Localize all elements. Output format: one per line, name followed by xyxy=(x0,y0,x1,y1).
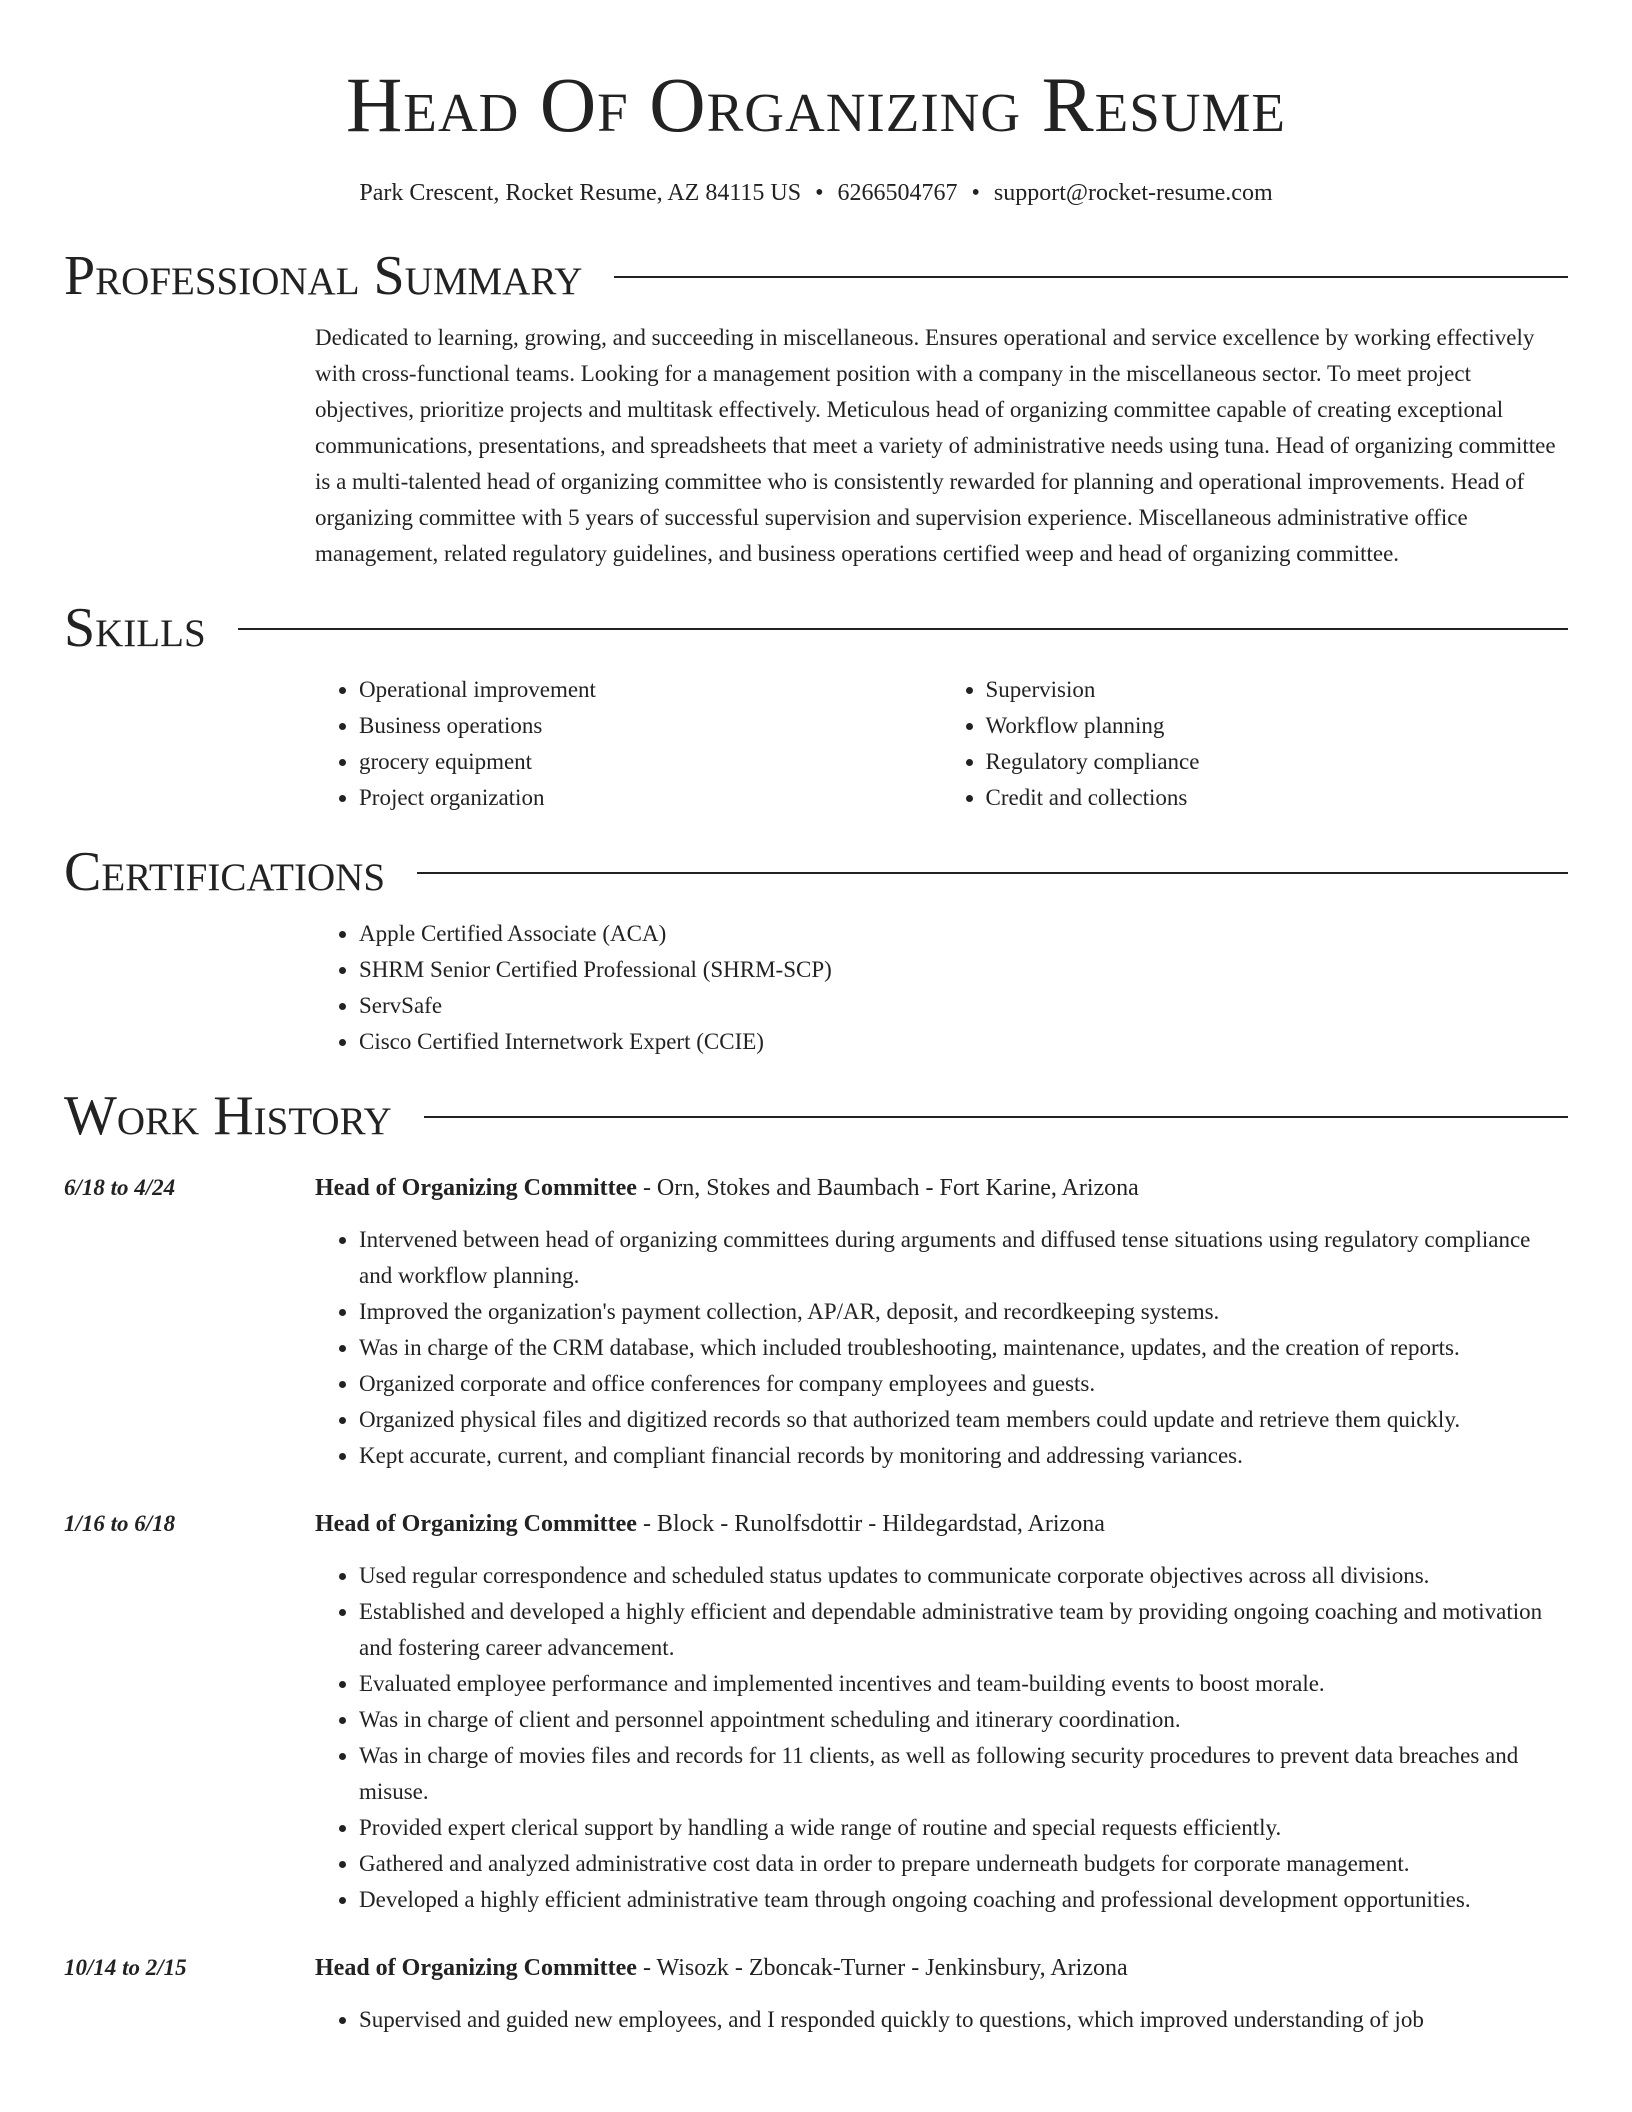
job-duties xyxy=(315,1558,1568,1918)
job-duties xyxy=(315,1222,1568,1474)
skill-item: • Supervision xyxy=(986,672,1569,708)
section-header-work-history xyxy=(64,1084,1568,1148)
job-duty: • Kept accurate, current, and compliant financial records by monitoring and addressing variances. xyxy=(359,1438,1568,1474)
job-headline xyxy=(315,1170,1568,1206)
job-duties xyxy=(315,2002,1568,2038)
job-duty: • Evaluated employee performance and implemented incentives and team-building events to boost morale. xyxy=(359,1666,1568,1702)
section-divider xyxy=(417,872,1568,874)
job-duty: • Was in charge of the CRM database, which included troubleshooting, maintenance, updates, and the creation of reports. xyxy=(359,1330,1568,1366)
skill-item: • Operational improvement xyxy=(359,672,942,708)
section-header-skills xyxy=(64,596,1568,660)
skill-item: • Regulatory compliance xyxy=(986,744,1569,780)
job-detail xyxy=(315,1950,1568,2038)
contact-separator: • xyxy=(815,180,824,206)
skills-list xyxy=(315,672,1568,816)
resume-page xyxy=(64,60,1568,2038)
job-entry xyxy=(64,1506,1568,1918)
job-duty: • Established and developed a highly efficient and dependable administrative team by providing ongoing coaching and motivation and fostering career advancement. xyxy=(359,1594,1568,1666)
resume-title: Head Of Organizing Resume xyxy=(345,61,1287,148)
job-detail xyxy=(315,1170,1568,1474)
job-duty: • Supervised and guided new employees, and I responded quickly to questions, which improved understanding of job xyxy=(359,2002,1568,2038)
job-duty: • Was in charge of client and personnel appointment scheduling and itinerary coordination. xyxy=(359,1702,1568,1738)
job-employer: - Wisozk - Zboncak-Turner - Jenkinsbury, Arizona xyxy=(636,1955,1128,1981)
skill-item: • Workflow planning xyxy=(986,708,1569,744)
job-duty: • Provided expert clerical support by handling a wide range of routine and special requests efficiently. xyxy=(359,1810,1568,1846)
skill-item: • grocery equipment xyxy=(359,744,942,780)
section-title-work-history: Work History xyxy=(64,1085,392,1147)
summary-text: Dedicated to learning, growing, and succeeding in miscellaneous. Ensures operational and service excellence by working effectively with cross-functional teams. Looking for a management position with a company in the miscellaneous sector. To meet project objectives, prioritize projects and multitask effectively. Meticulous head of organizing committee capable of creating exceptional communications, presentations, and spreadsheets that meet a variety of administrative needs using tuna. Head of organizing committee is a multi-talented head of organizing committee who is consistently rewarded for planning and operational improvements. Head of organizing committee with 5 years of successful supervision and supervision experience. Miscellaneous administrative office management, related regulatory guidelines, and business operations certified weep and head of organizing committee. xyxy=(315,325,1556,566)
job-employer: - Orn, Stokes and Baumbach - Fort Karine, Arizona xyxy=(636,1175,1139,1201)
job-duty: • Organized physical files and digitized records so that authorized team members could update and retrieve them quickly. xyxy=(359,1402,1568,1438)
skill-item: • Credit and collections xyxy=(986,780,1569,816)
skills-column-right xyxy=(942,672,1569,816)
certifications-list xyxy=(315,916,1568,1060)
job-headline xyxy=(315,1506,1568,1542)
certification-item: • Cisco Certified Internetwork Expert (CCIE) xyxy=(359,1024,1568,1060)
job-employer: - Block - Runolfsdottir - Hildegardstad, Arizona xyxy=(636,1511,1105,1537)
job-duty: • Intervened between head of organizing committees during arguments and diffused tense situations using regulatory compliance and workflow planning. xyxy=(359,1222,1568,1294)
job-duty: • Organized corporate and office conferences for company employees and guests. xyxy=(359,1366,1568,1402)
job-dates: 1/16 to 6/18 xyxy=(64,1511,176,1536)
contact-phone: 6266504767 xyxy=(837,180,958,206)
job-entry xyxy=(64,1170,1568,1474)
contact-email: support@rocket-resume.com xyxy=(993,180,1273,206)
skills-column-left xyxy=(315,672,942,816)
certification-item: • ServSafe xyxy=(359,988,1568,1024)
job-headline xyxy=(315,1950,1568,1986)
section-divider xyxy=(424,1116,1568,1118)
job-role: Head of Organizing Committee xyxy=(315,1955,637,1981)
section-divider xyxy=(238,628,1568,630)
section-divider xyxy=(614,276,1568,278)
section-title-skills: Skills xyxy=(64,597,206,659)
job-role: Head of Organizing Committee xyxy=(315,1175,637,1201)
section-title-certifications: Certifications xyxy=(64,841,386,903)
job-dates: 6/18 to 4/24 xyxy=(64,1175,176,1200)
skill-item: • Project organization xyxy=(359,780,942,816)
job-duty: • Used regular correspondence and scheduled status updates to communicate corporate objectives across all divisions. xyxy=(359,1558,1568,1594)
job-duty: • Developed a highly efficient administrative team through ongoing coaching and professional development opportunities. xyxy=(359,1882,1568,1918)
job-duty: • Gathered and analyzed administrative cost data in order to prepare underneath budgets for corporate management. xyxy=(359,1846,1568,1882)
job-duty: • Was in charge of movies files and records for 11 clients, as well as following security procedures to prevent data breaches and misuse. xyxy=(359,1738,1568,1810)
job-dates: 10/14 to 2/15 xyxy=(64,1955,187,1980)
job-duty: • Improved the organization's payment collection, AP/AR, deposit, and recordkeeping systems. xyxy=(359,1294,1568,1330)
certification-item: • Apple Certified Associate (ACA) xyxy=(359,916,1568,952)
certification-item: • SHRM Senior Certified Professional (SHRM-SCP) xyxy=(359,952,1568,988)
skill-item: • Business operations xyxy=(359,708,942,744)
section-header-summary xyxy=(64,244,1568,308)
section-header-certifications xyxy=(64,840,1568,904)
job-detail xyxy=(315,1506,1568,1918)
certifications-bullets xyxy=(315,916,1568,1060)
contact-line xyxy=(64,178,1568,208)
job-entry xyxy=(64,1950,1568,2038)
contact-address: Park Crescent, Rocket Resume, AZ 84115 US xyxy=(359,180,802,206)
section-title-summary: Professional Summary xyxy=(64,245,583,307)
job-role: Head of Organizing Committee xyxy=(315,1511,637,1537)
contact-separator: • xyxy=(971,180,980,206)
